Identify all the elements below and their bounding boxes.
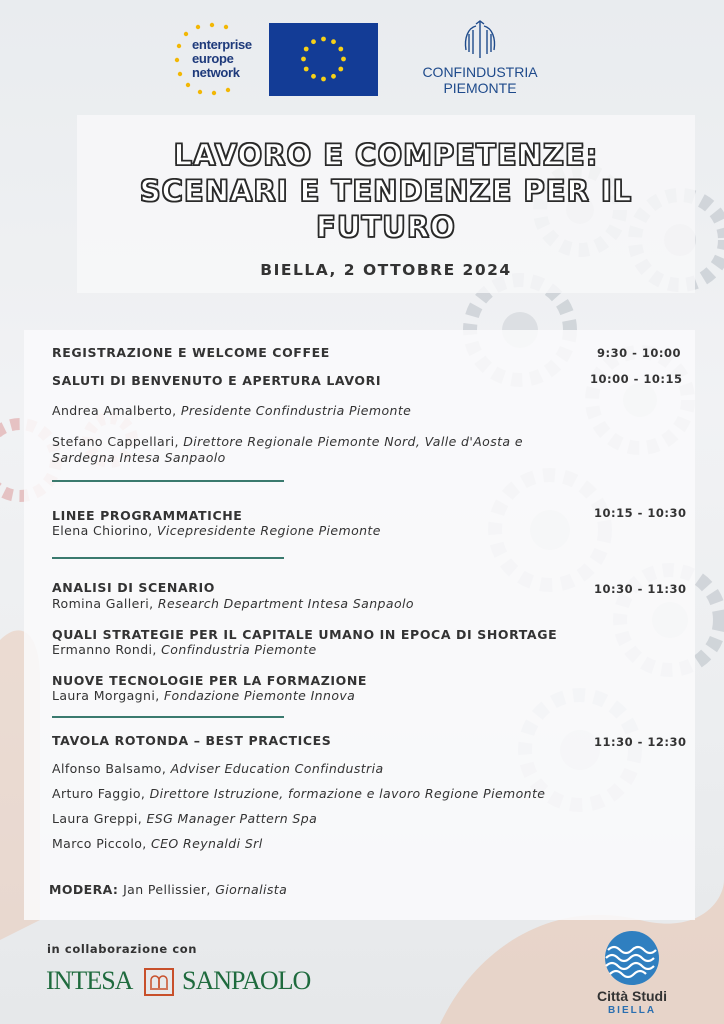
confindustria-eagle-icon: [460, 20, 500, 60]
speaker-rondi: [52, 642, 317, 658]
title-panel: [77, 115, 695, 293]
section-divider: [52, 480, 284, 482]
moderator-name: Jan Pellissier,: [123, 882, 216, 897]
enterprise-europe-network-logo: [172, 22, 262, 96]
speaker-role: CEO Reynaldi Srl: [151, 836, 263, 851]
citta-studi-name: Città Studi: [597, 988, 667, 1004]
speaker-name: Stefano Cappellari,: [52, 434, 184, 449]
speaker-role: Presidente Confindustria Piemonte: [180, 403, 412, 418]
speaker-role: Direttore Istruzione, formazione e lavoro Regione Piemonte: [149, 786, 546, 801]
speaker-balsamo: [52, 761, 384, 777]
speaker-name: Laura Greppi,: [52, 811, 147, 826]
session-heading-registration: REGISTRAZIONE E WELCOME COFFEE: [52, 345, 330, 360]
speaker-role: ESG Manager Pattern Spa: [146, 811, 318, 826]
intesa-text: INTESA: [46, 966, 133, 995]
citta-studi-biella-logo: [584, 930, 680, 1020]
speaker-role: Direttore Regionale Piemonte Nord, Valle d'Aosta e: [183, 434, 523, 449]
citta-studi-sub: BIELLA: [607, 1005, 657, 1016]
confind-line2: PIEMONTE: [443, 80, 517, 96]
title-line2: SCENARI E TENDENZE PER IL: [139, 174, 633, 208]
speaker-name: Andrea Amalberto,: [52, 403, 181, 418]
confindustria-piemonte-logo: [410, 18, 550, 100]
speaker-name: Elena Chiorino,: [52, 523, 157, 538]
session-time-welcome: 10:00 - 10:15: [590, 372, 683, 386]
speaker-morgagni: [52, 688, 355, 704]
speaker-role: Research Department Intesa Sanpaolo: [157, 596, 414, 611]
intesa-mark-icon: [144, 968, 174, 996]
speaker-faggio: [52, 786, 545, 802]
speaker-name: Arturo Faggio,: [52, 786, 150, 801]
speaker-greppi: [52, 811, 317, 827]
speaker-piccolo: [52, 836, 263, 852]
session-heading-tecnologie: NUOVE TECNOLOGIE PER LA FORMAZIONE: [52, 673, 368, 688]
een-line2: europe: [192, 51, 234, 66]
speaker-role-cont: Sardegna Intesa Sanpaolo: [52, 450, 226, 465]
speaker-name: Marco Piccolo,: [52, 836, 151, 851]
sanpaolo-text: SANPAOLO: [182, 966, 311, 995]
speaker-role: Confindustria Piemonte: [161, 642, 317, 657]
een-line1: enterprise: [192, 37, 252, 52]
collaboration-label: in collaborazione con: [47, 942, 198, 956]
session-heading-welcome: SALUTI DI BENVENUTO E APERTURA LAVORI: [52, 373, 382, 388]
moderator-label: MODERA:: [49, 882, 124, 897]
speaker-name: Laura Morgagni,: [52, 688, 164, 703]
session-time-linee: 10:15 - 10:30: [594, 506, 687, 520]
speaker-name: Alfonso Balsamo,: [52, 761, 171, 776]
moderator: [49, 882, 287, 898]
header: [0, 0, 724, 110]
intesa-sanpaolo-logo: [46, 966, 326, 998]
speaker-name: Romina Galleri,: [52, 596, 158, 611]
speaker-chiorino: [52, 523, 381, 539]
een-line3: network: [192, 65, 240, 80]
event-date-location: BIELLA, 2 OTTOBRE 2024: [260, 261, 512, 279]
event-title: [77, 137, 695, 245]
session-time-tavola: 11:30 - 12:30: [594, 735, 687, 749]
session-heading-tavola: TAVOLA ROTONDA – BEST PRACTICES: [52, 733, 332, 748]
session-heading-strategie: QUALI STRATEGIE PER IL CAPITALE UMANO IN EPOCA DI SHORTAGE: [52, 627, 558, 642]
speaker-role: Fondazione Piemonte Innova: [163, 688, 356, 703]
session-heading-linee: LINEE PROGRAMMATICHE: [52, 508, 243, 523]
section-divider: [52, 716, 284, 718]
moderator-role: Giornalista: [215, 882, 288, 897]
speaker-role: Vicepresidente Regione Piemonte: [156, 523, 381, 538]
speaker-amalberto: [52, 403, 411, 419]
confind-line1: CONFINDUSTRIA: [422, 64, 538, 80]
speaker-cappellari: [52, 434, 523, 466]
speaker-role: Adviser Education Confindustria: [170, 761, 384, 776]
citta-studi-emblem-icon: [604, 930, 660, 986]
section-divider: [52, 557, 284, 559]
eu-flag-icon: [269, 23, 378, 96]
speaker-galleri: [52, 596, 414, 612]
speaker-name: Ermanno Rondi,: [52, 642, 162, 657]
title-line1: LAVORO E COMPETENZE:: [173, 138, 599, 172]
title-line3: FUTURO: [316, 210, 456, 244]
session-heading-analisi: ANALISI DI SCENARIO: [52, 580, 215, 595]
session-time-analisi: 10:30 - 11:30: [594, 582, 687, 596]
session-time-registration: 9:30 - 10:00: [597, 346, 681, 360]
